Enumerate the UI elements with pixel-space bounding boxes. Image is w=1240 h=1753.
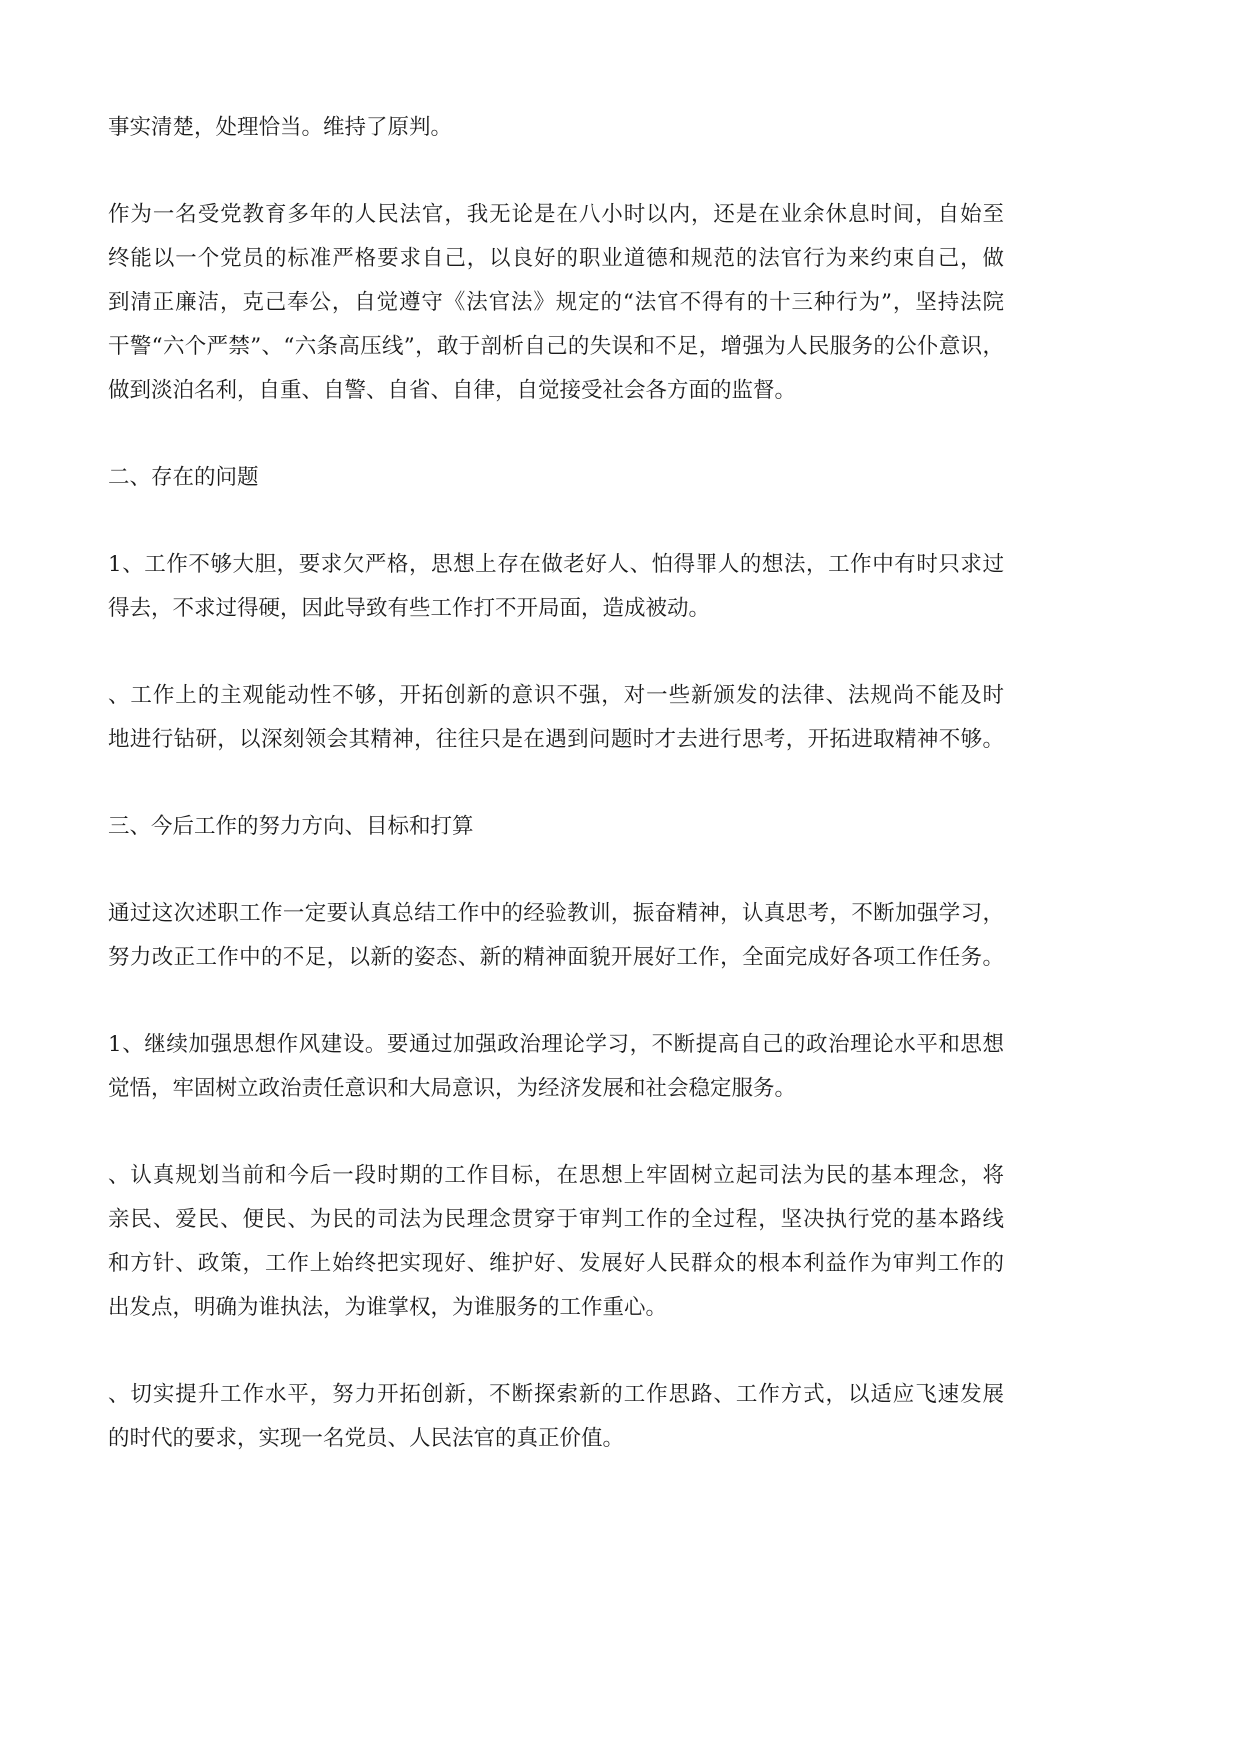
text-line: 地进行钻研，以深刻领会其精神，往往只是在遇到问题时才去进行思考，开拓进取精神不够。	[108, 727, 1004, 752]
text-line: 干警“六个严禁”、“六条高压线”，敢于剖析自己的失误和不足，增强为人民服务的公仆意识，	[108, 334, 1004, 359]
paragraph-plan-2	[108, 1154, 1004, 1330]
paragraph-plan-3	[108, 1373, 1004, 1461]
text-line: 得去，不求过得硬，因此导致有些工作打不开局面，造成被动。	[108, 596, 711, 621]
text-line: 通过这次述职工作一定要认真总结工作中的经验教训，振奋精神，认真思考，不断加强学习，	[108, 901, 1004, 926]
paragraph-plan-1	[108, 1023, 1004, 1111]
section-heading-future-plans	[108, 805, 1004, 849]
text-line: 作为一名受党教育多年的人民法官，我无论是在八小时以内，还是在业余休息时间，自始至	[108, 202, 1004, 227]
text-line: 觉悟，牢固树立政治责任意识和大局意识，为经济发展和社会稳定服务。	[108, 1076, 797, 1101]
paragraph-plan-intro	[108, 892, 1004, 980]
section-heading: 三、今后工作的努力方向、目标和打算	[108, 814, 474, 839]
text-line: 1、工作不够大胆，要求欠严格，思想上存在做老好人、怕得罪人的想法，工作中有时只求过	[108, 552, 1004, 577]
text-line: 、工作上的主观能动性不够，开拓创新的意识不强，对一些新颁发的法律、法规尚不能及时	[108, 683, 1004, 708]
text-line: 、切实提升工作水平，努力开拓创新，不断探索新的工作思路、工作方式，以适应飞速发展	[108, 1382, 1004, 1407]
text-line: 1、继续加强思想作风建设。要通过加强政治理论学习，不断提高自己的政治理论水平和思想	[108, 1032, 1004, 1057]
paragraph-self-discipline	[108, 193, 1004, 413]
paragraph-problem-1	[108, 543, 1004, 631]
text-line: 和方针、政策，工作上始终把实现好、维护好、发展好人民群众的根本利益作为审判工作的	[108, 1251, 1004, 1276]
text-line: 努力改正工作中的不足，以新的姿态、新的精神面貌开展好工作，全面完成好各项工作任务。	[108, 945, 1004, 970]
section-heading: 二、存在的问题	[108, 465, 259, 490]
text-line: 亲民、爱民、便民、为民的司法为民理念贯穿于审判工作的全过程，坚决执行党的基本路线	[108, 1207, 1004, 1232]
text-line: 、认真规划当前和今后一段时期的工作目标，在思想上牢固树立起司法为民的基本理念，将	[108, 1163, 1004, 1188]
document-body	[108, 106, 1004, 1504]
text-line: 到清正廉洁，克己奉公，自觉遵守《法官法》规定的“法官不得有的十三种行为”，坚持法院	[108, 290, 1004, 315]
paragraph-case-conclusion	[108, 106, 1004, 150]
section-heading-problems	[108, 456, 1004, 500]
text-line: 出发点，明确为谁执法，为谁掌权，为谁服务的工作重心。	[108, 1295, 668, 1320]
text-line: 做到淡泊名利，自重、自警、自省、自律，自觉接受社会各方面的监督。	[108, 378, 797, 403]
paragraph-problem-2	[108, 674, 1004, 762]
text-line: 终能以一个党员的标准严格要求自己，以良好的职业道德和规范的法官行为来约束自己，做	[108, 246, 1004, 271]
text-line: 事实清楚，处理恰当。维持了原判。	[108, 115, 453, 140]
text-line: 的时代的要求，实现一名党员、人民法官的真正价值。	[108, 1426, 625, 1451]
